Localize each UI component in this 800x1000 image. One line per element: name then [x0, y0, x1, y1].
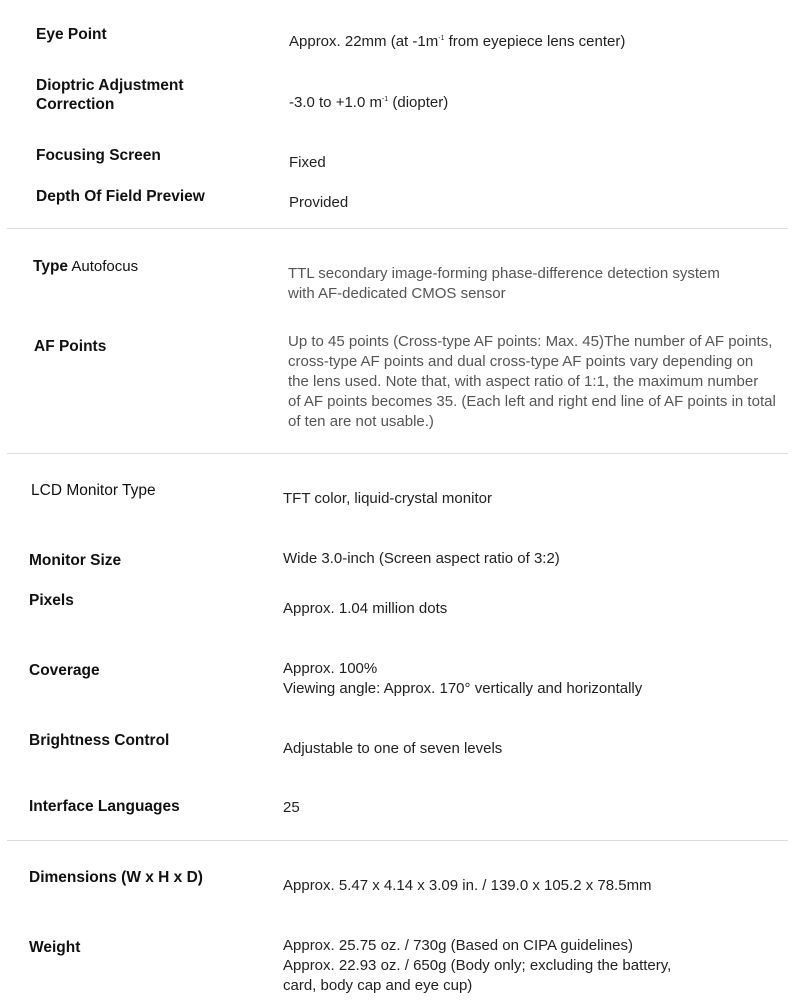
af-points-value-line: Up to 45 points (Cross-type AF points: Max. 45)The number of AF points,	[288, 333, 773, 350]
eye-point-value	[289, 32, 625, 52]
dioptric-value	[289, 93, 448, 113]
focusing-screen-label: Focusing Screen	[36, 147, 161, 164]
af-points-value-line: of AF points becomes 35. (Each left and right end line of AF points in total	[288, 393, 776, 410]
af-points-value-line: of ten are not usable.)	[288, 413, 434, 430]
af-type-value-line: with AF-dedicated CMOS sensor	[288, 285, 506, 302]
coverage-value-line: Approx. 100%	[283, 660, 378, 677]
weight-label: Weight	[29, 939, 81, 956]
lcd-monitor-type-value: TFT color, liquid-crystal monitor	[283, 490, 492, 507]
eye-point-value-post: from eyepiece lens center)	[444, 33, 626, 50]
eye-point-value-sup: -1	[438, 35, 445, 42]
dioptric-label-line1: Dioptric Adjustment	[36, 77, 184, 94]
af-type-label	[33, 257, 138, 276]
weight-value-line: Approx. 22.93 oz. / 650g (Body only; excluding the battery,	[283, 957, 672, 974]
weight-value	[283, 936, 671, 996]
interface-languages-label: Interface Languages	[29, 798, 180, 815]
monitor-size-value: Wide 3.0-inch (Screen aspect ratio of 3:2)	[283, 550, 560, 567]
weight-value-line: card, body cap and eye cup)	[283, 977, 473, 994]
focusing-screen-value: Fixed	[289, 154, 326, 171]
dimensions-label: Dimensions (W x H x D)	[29, 869, 203, 886]
depth-of-field-label: Depth Of Field Preview	[36, 188, 205, 205]
lcd-monitor-type-label: LCD Monitor Type	[31, 482, 156, 499]
coverage-value-line: Viewing angle: Approx. 170° vertically and horizontally	[283, 680, 643, 697]
af-points-value	[288, 332, 776, 432]
depth-of-field-value: Provided	[289, 194, 349, 211]
af-type-value	[288, 264, 720, 304]
af-type-label-light: Autofocus	[68, 258, 139, 275]
af-type-value-line: TTL secondary image-forming phase-difference detection system	[288, 265, 720, 282]
coverage-value	[283, 659, 642, 699]
weight-value-line: Approx. 25.75 oz. / 730g (Based on CIPA guidelines)	[283, 937, 633, 954]
af-type-label-bold: Type	[33, 258, 69, 275]
section-divider	[7, 840, 788, 841]
interface-languages-value: 25	[283, 799, 300, 816]
dioptric-label-line2: Correction	[36, 96, 115, 113]
brightness-control-value: Adjustable to one of seven levels	[283, 740, 503, 757]
dioptric-label	[36, 76, 184, 114]
section-divider	[7, 453, 788, 454]
eye-point-label: Eye Point	[36, 26, 107, 43]
pixels-value: Approx. 1.04 million dots	[283, 600, 448, 617]
dioptric-value-post: (diopter)	[388, 94, 449, 111]
coverage-label: Coverage	[29, 662, 100, 679]
pixels-label: Pixels	[29, 592, 74, 609]
eye-point-value-pre: Approx. 22mm (at -1m	[289, 33, 439, 50]
monitor-size-label: Monitor Size	[29, 552, 122, 569]
dioptric-value-sup: -1	[381, 96, 389, 103]
brightness-control-label: Brightness Control	[29, 732, 170, 749]
section-divider	[7, 228, 788, 229]
dioptric-value-pre: -3.0 to +1.0 m	[289, 94, 382, 111]
dimensions-value: Approx. 5.47 x 4.14 x 3.09 in. / 139.0 x 105.2 x 78.5mm	[283, 877, 652, 894]
af-points-value-line: cross-type AF points and dual cross-type AF points vary depending on	[288, 353, 754, 370]
af-points-label: AF Points	[34, 338, 107, 355]
af-points-value-line: the lens used. Note that, with aspect ratio of 1:1, the maximum number	[288, 373, 759, 390]
